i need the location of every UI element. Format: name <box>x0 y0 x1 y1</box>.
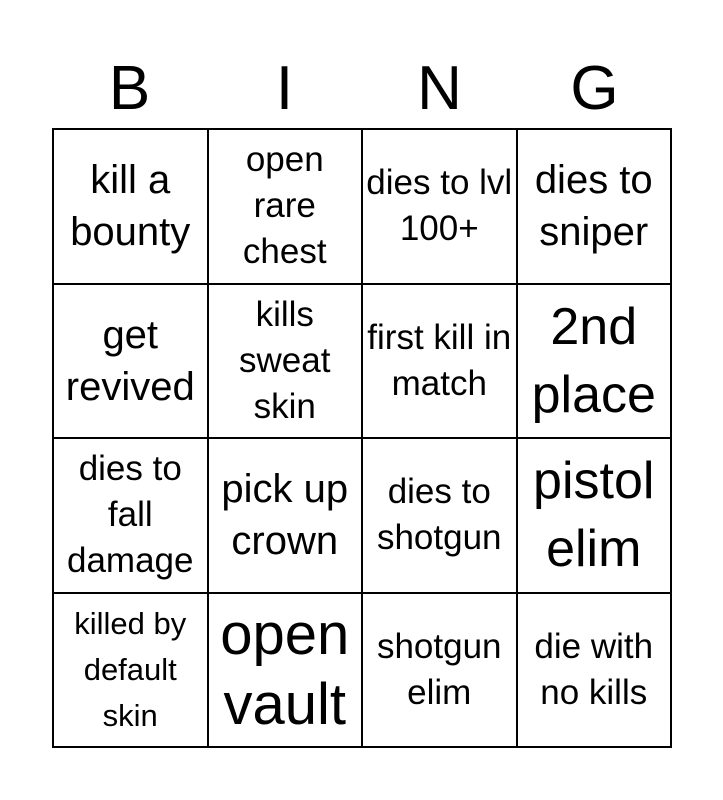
bingo-cell[interactable] <box>363 130 518 285</box>
header-letter-n: N <box>417 54 462 123</box>
cell-text: pistol elim <box>533 452 655 579</box>
cell-text: killed by default skin <box>74 605 187 733</box>
cell-text: die with no kills <box>534 626 654 712</box>
bingo-cell[interactable] <box>363 439 518 594</box>
header-letter-i: I <box>275 54 294 123</box>
cell-text: dies to lvl 100+ <box>366 163 513 249</box>
bingo-cell[interactable] <box>209 285 364 440</box>
header-letter-b: B <box>108 54 151 123</box>
bingo-cell[interactable] <box>54 594 209 749</box>
bingo-grid <box>52 128 672 748</box>
bingo-cell[interactable] <box>209 130 364 285</box>
cell-text: kills sweat skin <box>239 294 331 426</box>
bingo-cell[interactable] <box>518 285 673 440</box>
bingo-cell[interactable] <box>54 439 209 594</box>
cell-text: dies to shotgun <box>376 472 502 558</box>
bingo-cell[interactable] <box>209 594 364 749</box>
bingo-cell[interactable] <box>54 285 209 440</box>
cell-text: dies to sniper <box>534 158 653 255</box>
cell-text: pick up crown <box>221 467 349 564</box>
bingo-cell[interactable] <box>363 594 518 749</box>
cell-text: dies to fall damage <box>67 449 194 581</box>
cell-text: get revived <box>65 312 195 409</box>
bingo-cell[interactable] <box>363 285 518 440</box>
bingo-cell[interactable] <box>54 130 209 285</box>
cell-text: open vault <box>220 601 350 737</box>
header-letter-g: G <box>570 54 619 123</box>
bingo-cell[interactable] <box>209 439 364 594</box>
bingo-cell[interactable] <box>518 130 673 285</box>
bingo-header <box>52 50 672 128</box>
cell-text: 2nd place <box>531 297 656 424</box>
cell-text: open rare chest <box>242 140 327 272</box>
cell-text: shotgun elim <box>376 626 502 712</box>
cell-text: kill a bounty <box>70 158 191 255</box>
bingo-cell[interactable] <box>518 594 673 749</box>
cell-text: first kill in match <box>367 317 512 403</box>
bingo-cell[interactable] <box>518 439 673 594</box>
